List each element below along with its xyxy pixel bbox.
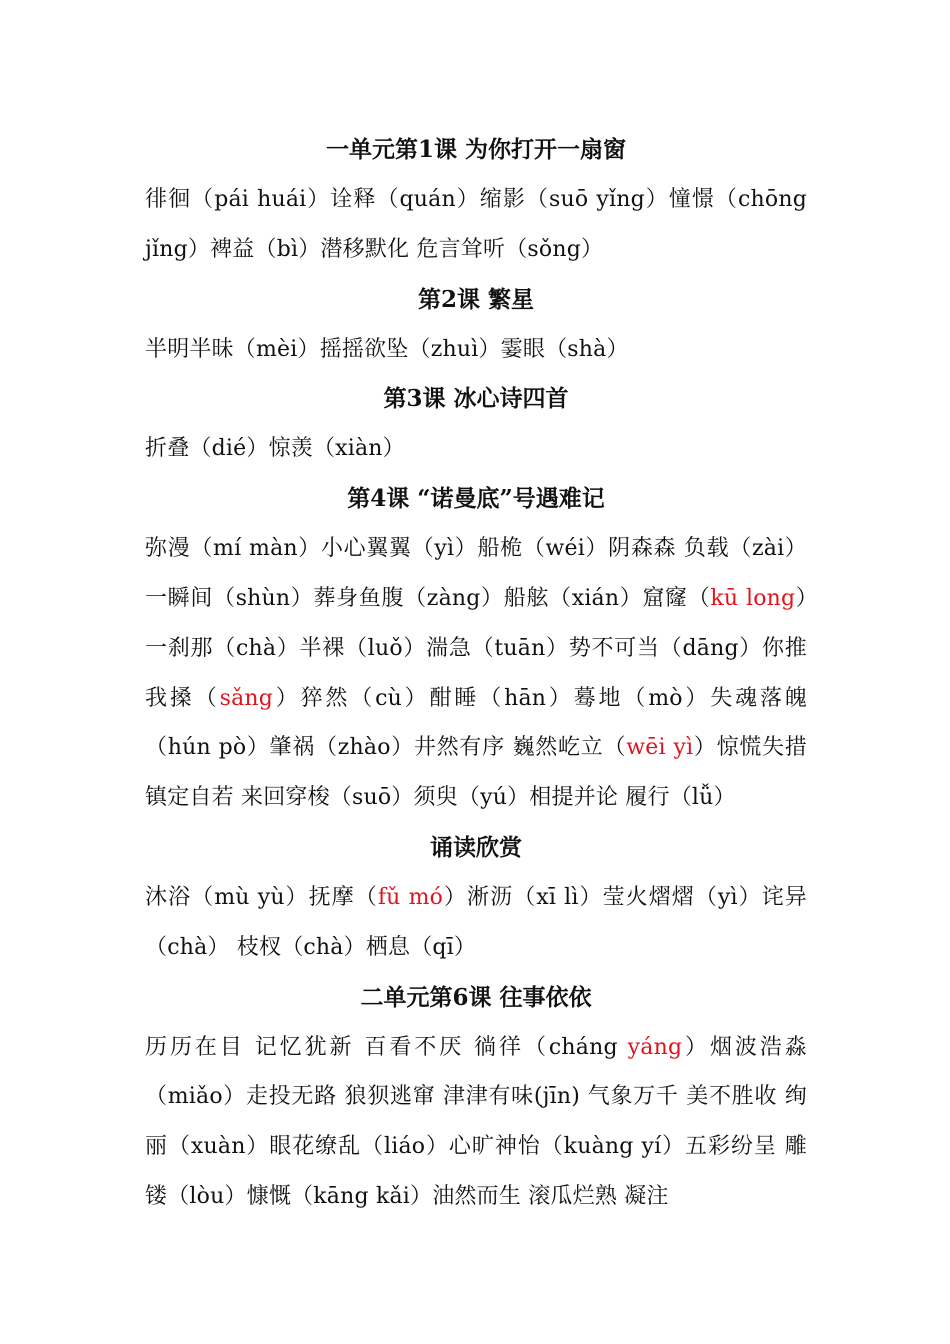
vocab-text: ）淅沥（xī lì）莹火熠熠（yì）诧异（chà） 枝杈（chà）栖息（qī） [145, 884, 807, 960]
vocab-paragraph [145, 175, 807, 275]
vocab-text: 弥漫（mí màn）小心翼翼（yì）船桅（wéi）阴森森 负载（zài）一瞬间（shùn）葬身鱼腹（zàng）船舷（xián）窟窿（ [145, 536, 807, 611]
section-recitation [145, 823, 807, 973]
vocab-text: 折叠（dié）惊羡（xiàn） [145, 436, 405, 462]
lesson-heading: 二单元第6课 往事依依 [360, 983, 592, 1011]
highlighted-pinyin: sǎng [219, 685, 274, 711]
section-lesson-4 [145, 474, 807, 823]
vocab-paragraph [145, 873, 807, 973]
vocab-text: 沐浴（mù yù）抚摩（ [145, 884, 378, 910]
highlighted-pinyin: fǔ mó [377, 884, 444, 910]
document-page [145, 125, 807, 1222]
vocab-paragraph [145, 424, 807, 474]
vocab-text: 徘徊（pái huái）诠释（quán）缩影（suō yǐng）憧憬（chōng jǐng）裨益（bì）潜移默化 危言耸听（sǒng） [145, 187, 807, 262]
vocab-text: 历历在目 记忆犹新 百看不厌 徜徉（cháng [145, 1034, 628, 1060]
highlighted-pinyin: yáng [627, 1034, 683, 1060]
vocab-text: ）一刹那（chà）半裸（luǒ）湍急（tuān）势不可当（dāng）你推我搡（ [145, 585, 807, 711]
section-lesson-2 [145, 275, 807, 375]
vocab-text: 半明半昧（mèi）摇摇欲坠（zhuì）霎眼（shà） [145, 336, 629, 362]
vocab-text: ）惊慌失措 镇定自若 来回穿梭（suō）须臾（yú）相提并论 履行（lǚ） [145, 735, 807, 811]
highlighted-pinyin: wēi yì [626, 735, 694, 761]
section-lesson-6 [145, 973, 807, 1222]
vocab-paragraph [145, 1023, 807, 1222]
section-lesson-3 [145, 374, 807, 474]
vocab-paragraph [145, 325, 807, 375]
vocab-text: ）烟波浩淼（miǎo）走投无路 狼狈逃窜 津津有味(jīn) 气象万千 美不胜收 绚丽（xuàn）眼花缭乱（liáo）心旷神怡（kuàng yí）五彩纷呈 雕镂（lòu）慷慨（kāng kǎi）油然而生 滚瓜烂熟 凝注 [145, 1034, 807, 1209]
lesson-heading: 诵读欣赏 [430, 833, 522, 861]
section-lesson-1 [145, 125, 807, 275]
lesson-heading: 第4课 “诺曼底”号遇难记 [347, 485, 605, 513]
vocab-text: ）猝然（cù）酣睡（hān）蓦地（mò）失魂落魄（hún pò）肇祸（zhào）井然有序 巍然屹立（ [145, 685, 807, 761]
lesson-heading: 一单元第1课 为你打开一扇窗 [325, 136, 626, 163]
lesson-heading: 第3课 冰心诗四首 [383, 385, 569, 413]
highlighted-pinyin: kū long [710, 585, 796, 611]
vocab-paragraph [145, 524, 807, 823]
lesson-heading: 第2课 繁星 [417, 285, 534, 313]
